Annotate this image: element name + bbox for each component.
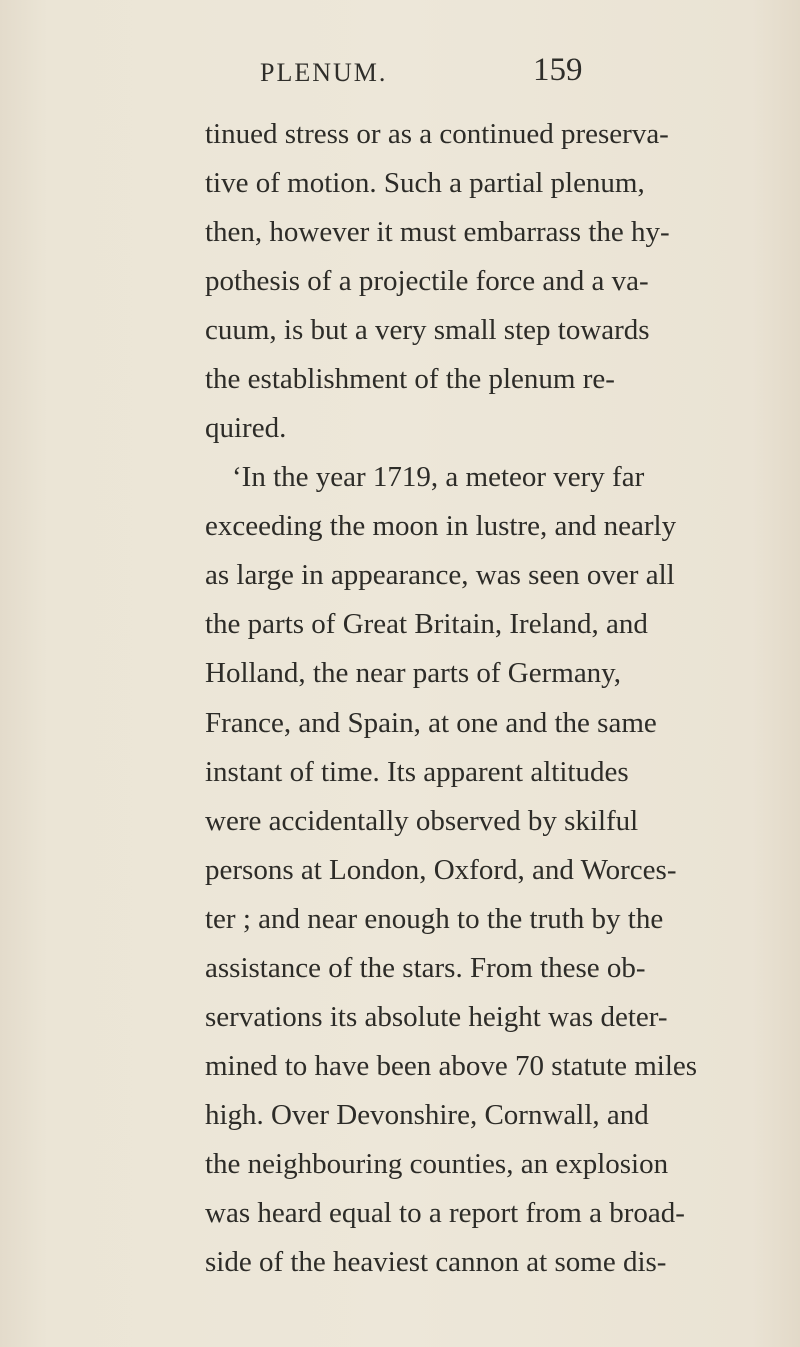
- text-line: the establishment of the plenum re-: [205, 363, 615, 395]
- paragraph-first-line: ‘In the year 1719, a meteor very far: [232, 461, 645, 493]
- text-line: the parts of Great Britain, Ireland, and: [205, 608, 648, 640]
- text-line: Holland, the near parts of Germany,: [205, 657, 622, 689]
- running-title: PLENUM.: [260, 58, 388, 87]
- text-line: France, and Spain, at one and the same: [205, 707, 657, 739]
- text-line: then, however it must embarrass the hy-: [205, 216, 670, 248]
- text-line: pothesis of a projectile force and a va-: [205, 265, 649, 297]
- text-line: persons at London, Oxford, and Worces-: [205, 854, 677, 886]
- text-line: high. Over Devonshire, Cornwall, and: [205, 1099, 649, 1131]
- text-line: exceeding the moon in lustre, and nearly: [205, 510, 677, 542]
- text-line: tinued stress or as a continued preserva-: [205, 118, 669, 150]
- text-line: the neighbouring counties, an explosion: [205, 1148, 669, 1180]
- text-line: servations its absolute height was deter-: [205, 1001, 668, 1033]
- text-line: side of the heaviest cannon at some dis-: [205, 1246, 667, 1278]
- text-line: were accidentally observed by skilful: [205, 805, 639, 837]
- text-line: quired.: [205, 412, 287, 444]
- text-line: mined to have been above 70 statute miles: [205, 1050, 698, 1082]
- text-line: was heard equal to a report from a broad-: [205, 1197, 685, 1229]
- text-line: cuum, is but a very small step towards: [205, 314, 650, 346]
- text-line: tive of motion. Such a partial plenum,: [205, 167, 645, 199]
- text-line: instant of time. Its apparent altitudes: [205, 756, 629, 788]
- text-line: as large in appearance, was seen over all: [205, 559, 675, 591]
- page-number: 159: [533, 52, 583, 88]
- running-head: [0, 52, 800, 98]
- text-line: ter ; and near enough to the truth by the: [205, 903, 664, 935]
- text-line: assistance of the stars. From these ob-: [205, 952, 646, 984]
